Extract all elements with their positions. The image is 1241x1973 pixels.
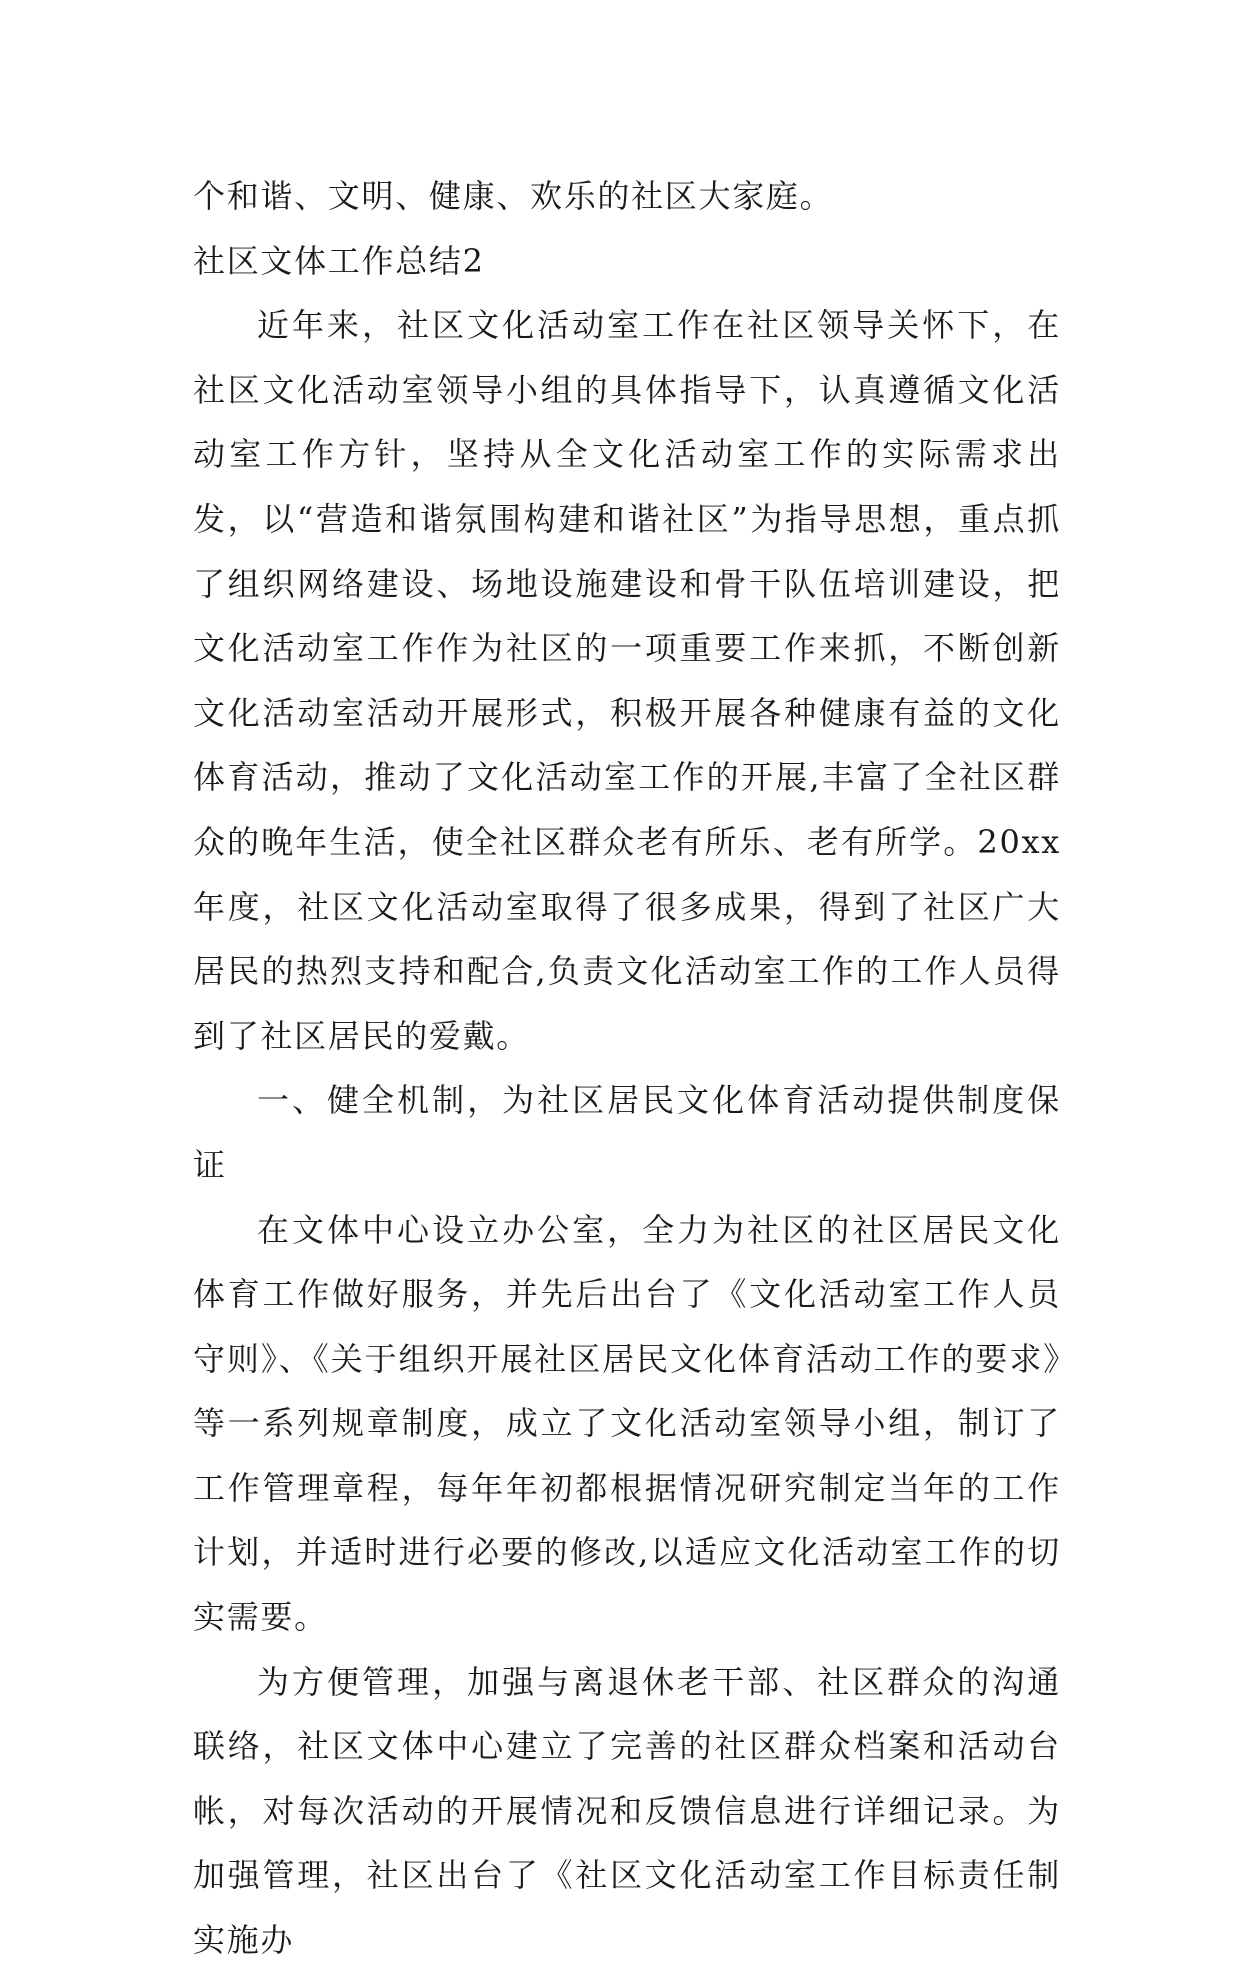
subheading-mechanism: 一、健全机制，为社区居民文化体育活动提供制度保证 [193,1081,1061,1184]
paragraph-office: 在文体中心设立办公室，全力为社区的社区居民文化体育工作做好服务，并先后出台了《文化活动室工作人员守则》、《关于组织开展社区居民文化体育活动工作的要求》等一系列规章制度，成立了文化活动室领导小组，制订了工作管理章程，每年年初都根据情况研究制定当年的工作计划，并适时进行必要的修改,以适应文化活动室工作的切实需要。 [193,1210,1061,1637]
section-heading: 社区文体工作总结2 [193,241,485,280]
paragraph-continuation: 个和谐、文明、健康、欢乐的社区大家庭。 [193,177,834,215]
paragraph-management: 为方便管理，加强与离退休老干部、社区群众的沟通联络，社区文体中心建立了完善的社区群众档案和活动台帐，对每次活动的开展情况和反馈信息进行详细记录。为加强管理，社区出台了《社区文化活动室工作目标责任制实施办 [193,1662,1061,1960]
document-body [193,164,1061,1973]
paragraph-intro: 近年来，社区文化活动室工作在社区领导关怀下，在社区文化活动室领导小组的具体指导下，认真遵循文化活动室工作方针，坚持从全文化活动室工作的实际需求出发，以“营造和谐氛围构建和谐社区”为指导思想，重点抓了组织网络建设、场地设施建设和骨干队伍培训建设，把文化活动室工作作为社区的一项重要工作来抓，不断创新文化活动室活动开展形式，积极开展各种健康有益的文化体育活动，推动了文化活动室工作的开展,丰富了全社区群众的晚年生活，使全社区群众老有所乐、老有所学。20xx年度，社区文化活动室取得了很多成果，得到了社区广大居民的热烈支持和配合,负责文化活动室工作的工作人员得到了社区居民的爱戴。 [193,306,1061,1055]
